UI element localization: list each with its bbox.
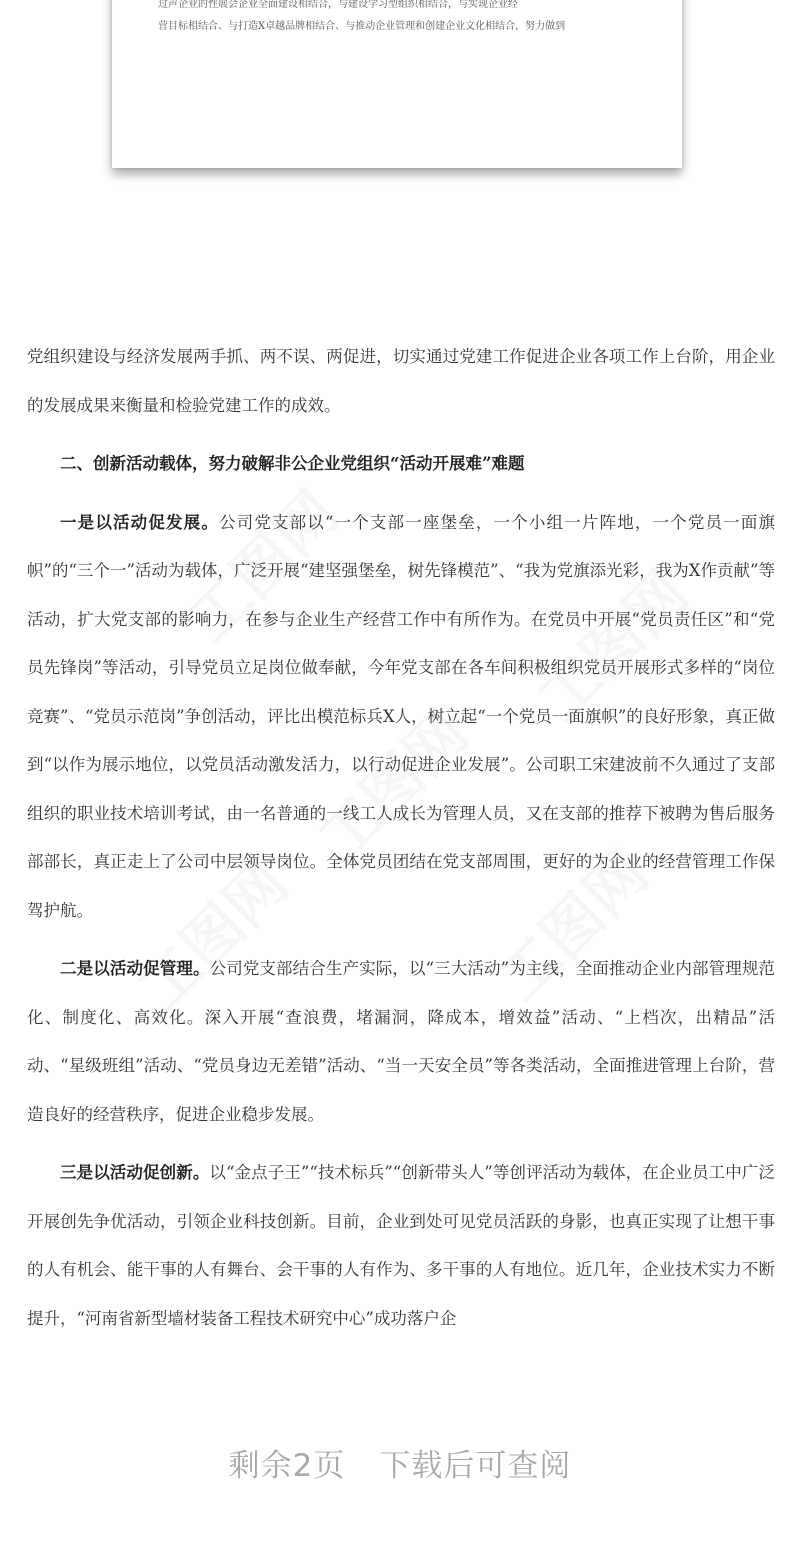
paragraph-text: 公司党支部以“一个支部一座堡垒，一个小组一片阵地，一个党员一面旗帜”的“三个一”活动为载体，广泛开展“建坚强堡垒，树先锋模范”、“我为党旗添光彩，我为X作贡献”等活动，扩大党支部的影响力，在参与企业生产经营工作中有所作为。在党员中开展“党员责任区”和“党员先锋岗”等活动，引导党员立足岗位做奉献，今年党支部在各车间积极组织党员开展形式多样的“岗位竞赛”、“党员示范岗”争创活动，评比出模范标兵X人，树立起“一个党员一面旗帜”的良好形象，真正做到“以作为展示地位，以党员活动激发活力，以行动促进企业发展”。公司职工宋建波前不久通过了支部组织的职业技术培训考试，由一名普通的一线工人成长为管理人员，又在支部的推荐下被聘为售后服务部部长，真正走上了公司中层领导岗位。全体党员团结在党支部周围，更好的为企业的经营管理工作保驾护航。: [27, 512, 776, 920]
download-to-view-text: 下载后可查阅: [379, 1448, 572, 1484]
paragraph-continuation: 党组织建设与经济发展两手抓、两不误、两促进，切实通过党建工作促进企业各项工作上台阶，用企业的发展成果来衡量和检验党建工作的成效。: [27, 347, 775, 415]
paragraph-lead: 三是以活动促创新。: [60, 1163, 210, 1182]
preview-line-clipped: 过声企业的性展会企业全面建设相结合，与建设学习型组织相结合，与实现企业经: [158, 0, 518, 10]
remaining-pages-text: 剩余2页: [228, 1448, 346, 1484]
paragraph-management: [27, 945, 775, 1139]
section-heading: 二、创新活动载体，努力破解非公企业党组织“活动开展难”难题: [60, 454, 525, 473]
paragraph-development: [27, 499, 775, 936]
paragraph-lead: 二是以活动促管理。: [60, 959, 210, 978]
paragraph-innovation: [27, 1149, 775, 1343]
download-prompt[interactable]: [0, 1440, 800, 1485]
paragraph-text: 以“金点子王”“技术标兵”“创新带头人”等创评活动为载体，在企业员工中广泛开展创先争优活动，引领企业科技创新。目前，企业到处可见党员活跃的身影，也真正实现了让想干事的人有机会、能干事的人有舞台、会干事的人有作为、多干事的人有地位。近几年，企业技术实力不断提升，“河南省新型墙材装备工程技术研究中心”成功落户企: [27, 1163, 775, 1328]
paragraph-text: 公司党支部结合生产实际，以“三大活动”为主线，全面推动企业内部管理规范化、制度化、高效化。深入开展“查浪费，堵漏洞，降成本，增效益”活动、“上档次，出精品”活动、“星级班组”活动、“党员身边无差错”活动、“当一天安全员”等各类活动，全面推进管理上台阶，营造良好的经营秩序，促进企业稳步发展。: [27, 959, 776, 1124]
document-body: [27, 333, 775, 1353]
previous-page-card: [112, 0, 682, 168]
preview-line: 营目标相结合、与打造X卓越品牌相结合、与推动企业管理和创建企业文化相结合，努力做到: [158, 21, 566, 32]
paragraph-lead: 一是以活动促发展。: [60, 512, 219, 532]
